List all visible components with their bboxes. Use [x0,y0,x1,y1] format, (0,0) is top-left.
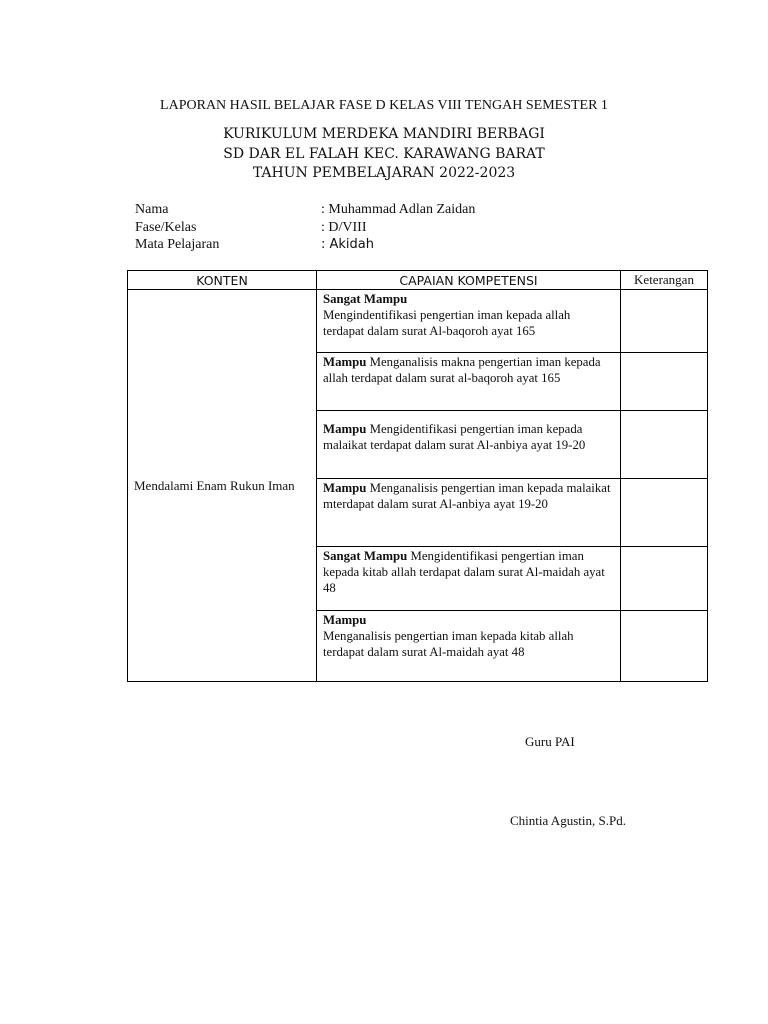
competency-text: Menganalisis pengertian iman kepada kitab allah terdapat dalam surat Al-maidah ayat 48 [323,629,574,659]
note-cell [621,290,708,353]
signature-role: Guru PAI [525,734,575,749]
konten-cell: Mendalami Enam Rukun Iman [128,290,317,682]
header-konten: KONTEN [128,271,317,290]
competency-level: Sangat Mampu [323,292,408,306]
competency-level: Sangat Mampu [323,549,408,563]
competency-cell [317,353,621,411]
competency-cell [317,547,621,611]
competency-level: Mampu [323,422,367,436]
table-row [128,290,708,353]
note-cell [621,547,708,611]
competency-text: Menganalisis pengertian iman kepada malaikat mterdapat dalam surat Al-anbiya ayat 19-20 [323,481,611,511]
curriculum-title: KURIKULUM MERDEKA MANDIRI BERBAGI [223,126,545,142]
competency-cell [317,479,621,547]
competency-text: Mengidentifikasi pengertian iman kepada malaikat terdapat dalam surat Al-anbiya ayat 19-20 [323,422,586,452]
note-cell [621,411,708,479]
class-label: Fase/Kelas [135,219,197,235]
competency-cell [317,411,621,479]
table-header-row [128,271,708,290]
subject-label: Mata Pelajaran [135,237,220,252]
academic-year: TAHUN PEMBELAJARAN 2022-2023 [252,165,516,181]
class-value: : D/VIII [321,219,367,235]
name-label: Nama [135,202,169,217]
competency-level: Mampu [323,613,367,627]
note-cell [621,611,708,682]
subject-value: : Akidah [321,237,375,252]
note-cell [621,479,708,547]
competency-cell [317,290,621,353]
competency-text: Menganalisis makna pengertian iman kepada allah terdapat dalam surat al-baqoroh ayat 165 [323,355,601,385]
report-title: LAPORAN HASIL BELAJAR FASE D KELAS VIII TENGAH SEMESTER 1 [160,98,608,113]
competency-cell [317,611,621,682]
header-keterangan: Keterangan [621,271,708,290]
name-value: : Muhammad Adlan Zaidan [321,202,476,217]
competency-text: Mengindentifikasi pengertian iman kepada allah terdapat dalam surat Al-baqoroh ayat 165 [323,308,571,338]
competency-text: Mengidentifikasi pengertian iman kepada kitab allah terdapat dalam surat Al-maidah ayat 48 [323,549,605,595]
competency-level: Mampu [323,481,367,495]
school-name: SD DAR EL FALAH KEC. KARAWANG BARAT [223,146,545,162]
competency-level: Mampu [323,355,367,369]
note-cell [621,353,708,411]
competency-table [127,270,708,682]
signature-name: Chintia Agustin, S.Pd. [510,813,626,828]
header-capaian: CAPAIAN KOMPETENSI [317,271,621,290]
